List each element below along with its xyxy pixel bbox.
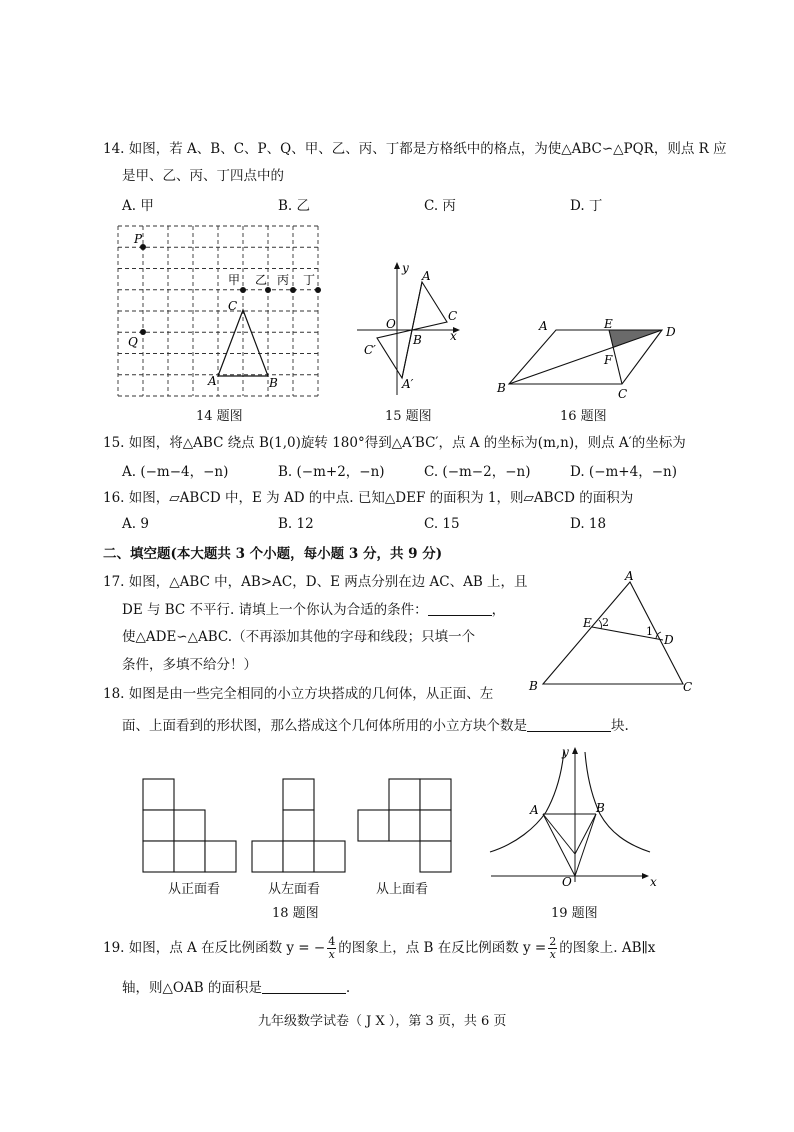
q19-line2 <box>122 978 350 998</box>
fig19-curve-left <box>490 750 564 852</box>
q19-line2-text: 轴，则△OAB 的面积是 <box>122 980 262 996</box>
q19-line1 <box>103 934 655 962</box>
fig14-label-ding: 丁 <box>303 273 316 287</box>
q17-line4: 条件，多填不给分！） <box>122 657 257 673</box>
q19-part3: 的图象上. AB∥x <box>559 940 656 956</box>
fig19-caption: 19 题图 <box>551 906 598 921</box>
q17-line3: 使△ADE∽△ABC.（不再添加其他的字母和线段；只填一个 <box>122 629 476 645</box>
fig14-caption: 14 题图 <box>196 409 243 424</box>
fig15-label-c1: C′ <box>364 343 376 357</box>
q16-option-a: A. 9 <box>122 516 149 532</box>
fig19-label-x: x <box>650 875 657 889</box>
fig14-label-c: C <box>228 299 238 313</box>
fig15-label-a1: A′ <box>402 377 414 391</box>
section2-heading: 二、填空题(本大题共 3 个小题，每小题 3 分，共 9 分) <box>103 546 443 562</box>
q14-option-b: B. 乙 <box>278 198 311 214</box>
fig14-point-yi <box>265 287 271 293</box>
fig16-label-e: E <box>604 317 613 331</box>
fig14-label-bing: 丙 <box>277 273 290 287</box>
fig14-point-jia <box>240 287 246 293</box>
q18-answer-blank[interactable] <box>527 717 611 732</box>
fig19-label-y: y <box>562 745 569 759</box>
q17-line2-tail: ， <box>491 602 506 618</box>
q18-line1: 18. 如图是由一些完全相同的小立方块搭成的几何体，从正面、左 <box>103 686 494 702</box>
fig14-point-q <box>140 329 146 335</box>
fig19-curve-right <box>585 752 650 852</box>
fig18-top-view <box>356 778 456 878</box>
fig17-triangle-abc <box>543 582 683 684</box>
q18-line2-tail: 块. <box>611 718 629 734</box>
q18-line2-text: 面、上面看到的形状图，那么搭成这个几何体所用的小立方块个数是 <box>122 718 527 734</box>
fig15-label-o: O <box>386 317 396 331</box>
fig14-grid-lines <box>118 226 318 396</box>
q19-frac1-denominator: x <box>328 948 335 961</box>
fig15-label-b: B <box>413 333 422 347</box>
fig16-caption: 16 题图 <box>560 409 607 424</box>
q19-frac1-numerator: 4 <box>328 935 336 948</box>
q19-line2-tail: . <box>345 980 351 996</box>
q14-stem-line1: 14. 如图，若 A、B、C、P、Q、甲、乙、丙、丁都是方格纸中的格点，为使△ABC∽△PQR，则点 R 应 <box>103 141 727 157</box>
fig19-figure <box>486 742 661 892</box>
fig14-point-ding <box>315 287 321 293</box>
page-footer: 九年级数学试卷（ J X ），第 3 页，共 6 页 <box>258 1014 507 1029</box>
q16-option-c: C. 15 <box>424 516 460 532</box>
q17-line2-text: DE 与 BC 不平行. 请填上一个你认为合适的条件： <box>122 602 428 618</box>
fig14-label-q: Q <box>128 335 138 349</box>
fig19-label-a: A <box>530 803 539 817</box>
q16-stem: 16. 如图，▱ABCD 中，E 为 AD 的中点. 已知△DEF 的面积为 1，则▱ABCD 的面积为 <box>103 490 634 506</box>
fig17-label-1: 1 <box>646 625 653 638</box>
q19-part2: 的图象上，点 B 在反比例函数 y = <box>338 940 547 956</box>
fig14-label-yi: 乙 <box>255 273 268 287</box>
fig17-label-2: 2 <box>602 616 609 629</box>
fig17-figure <box>525 570 705 695</box>
q19-answer-blank[interactable] <box>262 979 346 994</box>
fig14-label-jia: 甲 <box>228 273 241 287</box>
fig18-front-label: 从正面看 <box>168 882 221 897</box>
q15-option-a: A. (−m−4，−n) <box>122 464 229 480</box>
fig15-caption: 15 题图 <box>385 409 432 424</box>
q14-option-a: A. 甲 <box>122 198 154 214</box>
q15-option-d: D. (−m+4，−n) <box>570 464 677 480</box>
q15-option-c: C. (−m−2，−n) <box>424 464 531 480</box>
fig15-label-x: x <box>450 329 457 343</box>
fig16-label-d: D <box>666 325 676 339</box>
fig19-label-b: B <box>596 801 605 815</box>
fig17-label-a: A <box>625 569 634 583</box>
fig16-label-b: B <box>497 381 506 395</box>
fig15-label-c: C <box>448 309 458 323</box>
fig15-label-a: A <box>422 269 431 283</box>
fig14-label-p: P <box>134 232 143 246</box>
fig18-top-label: 从上面看 <box>376 882 429 897</box>
q14-option-c: C. 丙 <box>424 198 456 214</box>
fig18-left-label: 从左面看 <box>268 882 321 897</box>
q17-line1: 17. 如图，△ABC 中，AB>AC，D、E 两点分别在边 AC、AB 上，且 <box>103 574 528 590</box>
fig17-label-b: B <box>529 679 538 693</box>
fig17-label-c: C <box>683 680 693 694</box>
fig17-label-e: E <box>583 616 592 630</box>
fig18-front-view <box>140 778 240 878</box>
q19-part1: 19. 如图，点 A 在反比例函数 y = − <box>103 940 326 956</box>
q17-answer-blank[interactable] <box>428 601 492 616</box>
fig19-label-o: O <box>562 875 572 889</box>
q18-line2 <box>122 716 629 736</box>
q14-stem-line2: 是甲、乙、丙、丁四点中的 <box>122 168 284 184</box>
fig14-point-bing <box>290 287 296 293</box>
fig18-left-view <box>250 778 350 878</box>
fig16-label-c: C <box>618 387 628 401</box>
fig16-label-f: F <box>604 353 613 367</box>
fig18-caption: 18 题图 <box>272 906 319 921</box>
q19-fraction-2-over-x <box>548 936 557 961</box>
fig15-figure <box>352 260 467 400</box>
fig17-label-d: D <box>664 633 674 647</box>
fig16-figure <box>494 318 684 403</box>
q19-fraction-neg4-over-x <box>327 936 336 961</box>
q19-frac2-numerator: 2 <box>549 935 557 948</box>
fig15-label-y: y <box>402 261 409 275</box>
q16-option-d: D. 18 <box>570 516 607 532</box>
fig14-label-a: A <box>208 374 217 388</box>
q14-option-d: D. 丁 <box>570 198 603 214</box>
q15-stem: 15. 如图，将△ABC 绕点 B(1,0)旋转 180°得到△A′BC′，点 A 的坐标为(m,n)，则点 A′的坐标为 <box>103 435 686 451</box>
fig16-label-a: A <box>539 319 548 333</box>
q16-option-b: B. 12 <box>278 516 314 532</box>
q17-line2 <box>122 600 505 620</box>
q19-frac2-denominator: x <box>549 948 556 961</box>
q15-option-b: B. (−m+2，−n) <box>278 464 385 480</box>
fig14-label-b: B <box>269 376 278 390</box>
fig14-grid-figure <box>118 226 323 401</box>
